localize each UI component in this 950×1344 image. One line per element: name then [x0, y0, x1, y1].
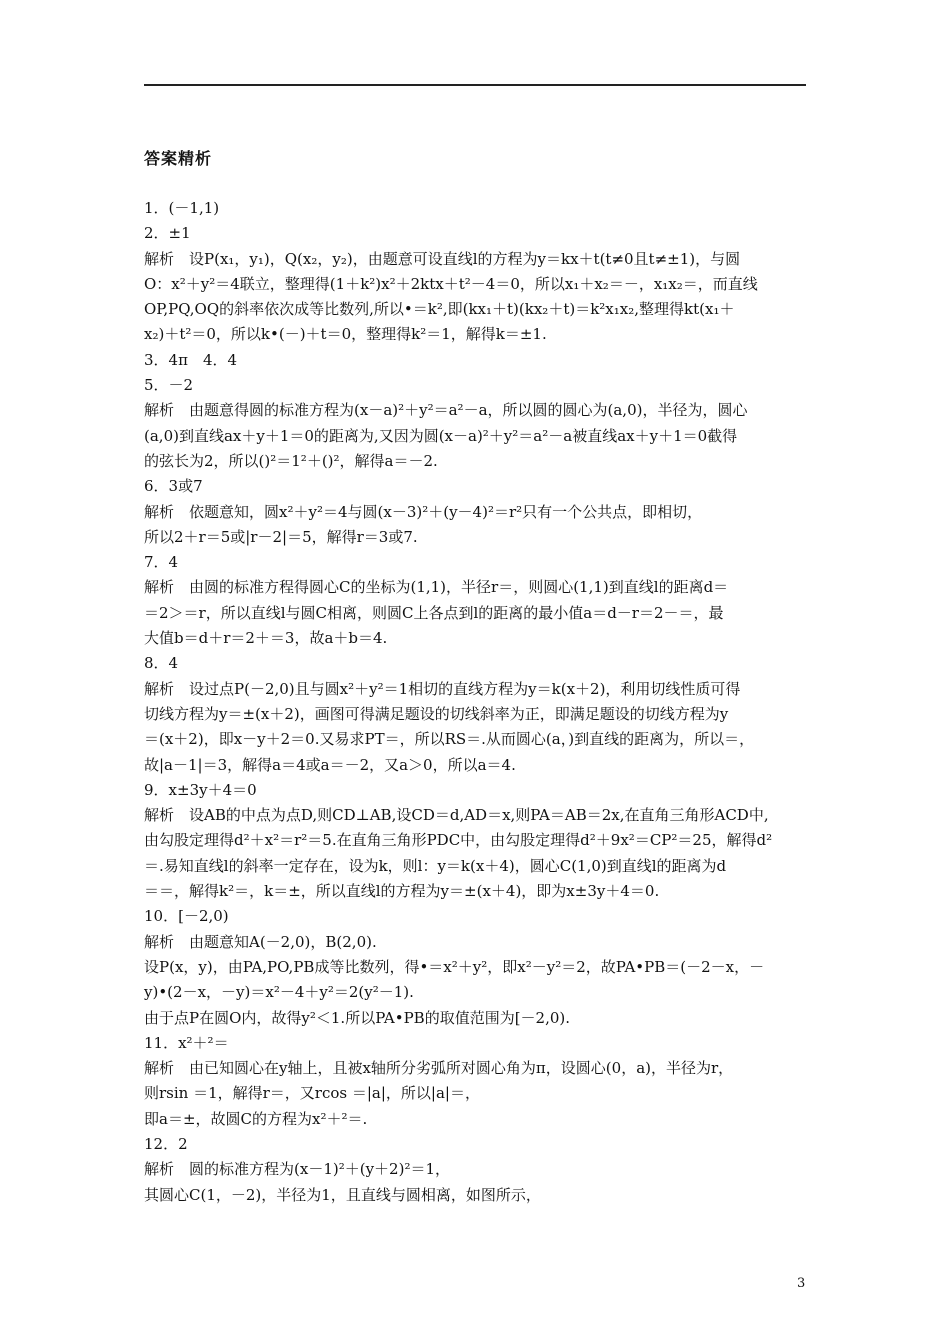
- text-line: 7．4: [144, 553, 179, 572]
- text-line: 所以2＋r＝5或|r－2|＝5，解得r＝3或7.: [144, 527, 418, 546]
- text-line: 10．[－2,0): [144, 907, 229, 926]
- text-line: 解析 由已知圆心在y轴上，且被x轴所分劣弧所对圆心角为π，设圆心(0，a)，半径为r，: [144, 1059, 734, 1078]
- text-line: 的弦长为2，所以()²＝1²＋()²，解得a＝－2.: [144, 451, 438, 470]
- text-line: 即a＝±，故圆C的方程为x²＋²＝.: [144, 1109, 368, 1128]
- text-line: 9．x±3y＋4＝0: [144, 780, 257, 799]
- text-line: 其圆心C(1，－2)，半径为1，且直线与圆相离，如图所示，: [144, 1185, 541, 1204]
- text-line: 大值b＝d＋r＝2＋＝3，故a＋b＝4.: [144, 629, 388, 648]
- text-line: 解析 由题意得圆的标准方程为(x－a)²＋y²＝a²－a，所以圆的圆心为(a,0)，半径为，圆心: [144, 401, 748, 420]
- page-number: 3: [797, 1276, 806, 1291]
- text-line: 故|a－1|＝3，解得a＝4或a＝－2，又a＞0，所以a＝4.: [144, 755, 516, 774]
- text-line: 解析 设AB的中点为点D,则CD⊥AB,设CD＝d,AD＝x,则PA＝AB＝2x,在直角三角形ACD中,: [144, 806, 769, 825]
- text-line: 设P(x，y)，由PA,PO,PB成等比数列，得•＝x²＋y²，即x²－y²＝2，故PA•PB＝(－2－x，－: [144, 957, 765, 976]
- text-line: 解析 设过点P(－2,0)且与圆x²＋y²＝1相切的直线方程为y＝k(x＋2)，利用切线性质可得: [144, 679, 741, 698]
- text-line: 8．4: [144, 654, 179, 673]
- text-line: ＝＝，解得k²＝，k＝±，所以直线l的方程为y＝±(x＋4)，即为x±3y＋4＝0.: [144, 882, 660, 901]
- text-line: x₂)＋t²＝0，所以k•(－)＋t＝0，整理得k²＝1，解得k＝±1.: [144, 325, 547, 344]
- text-line: ＝.易知直线l的斜率一定存在，设为k，则l：y＝k(x＋4)，圆心C(1,0)到直线l的距离为d: [144, 856, 727, 875]
- text-line: 切线方程为y＝±(x＋2)，画图可得满足题设的切线斜率为正，即满足题设的切线方程为y: [144, 704, 729, 723]
- text-line: O：x²＋y²＝4联立，整理得(1＋k²)x²＋2ktx＋t²－4＝0，所以x₁＋x₂＝－，x₁x₂＝，而直线: [144, 274, 758, 293]
- text-line: 由于点P在圆O内，故得y²＜1.所以PA•PB的取值范围为[－2,0).: [144, 1008, 571, 1027]
- text-line: 5．－2: [144, 376, 194, 395]
- text-line: 12．2: [144, 1134, 188, 1153]
- text-line: OP,PQ,OQ的斜率依次成等比数列,所以•＝k²,即(kx₁＋t)(kx₂＋t)＝k²x₁x₂,整理得kt(x₁＋: [144, 300, 735, 319]
- text-line: 解析 圆的标准方程为(x－1)²＋(y＋2)²＝1，: [144, 1160, 451, 1179]
- answer-body: [144, 196, 812, 1208]
- text-line: ＝2＞＝r，所以直线l与圆C相离，则圆C上各点到l的距离的最小值a＝d－r＝2－＝，最: [144, 603, 724, 622]
- text-line: 6．3或7: [144, 477, 203, 496]
- text-line: 解析 设P(x₁，y₁)，Q(x₂，y₂)，由题意可设直线l的方程为y＝kx＋t(t≠0且t≠±1)，与圆: [144, 249, 741, 268]
- header-rule: [144, 84, 806, 86]
- text-line: 解析 由圆的标准方程得圆心C的坐标为(1,1)，半径r＝，则圆心(1,1)到直线l的距离d＝: [144, 578, 729, 597]
- text-line: 1．(－1,1): [144, 199, 220, 217]
- text-line: 解析 由题意知A(－2,0)，B(2,0).: [144, 932, 377, 951]
- text-line: (a,0)到直线ax＋y＋1＝0的距离为,又因为圆(x－a)²＋y²＝a²－a被直线ax＋y＋1＝0截得: [144, 426, 738, 445]
- text-line: 2．±1: [144, 224, 191, 243]
- text-line: 则rsin ＝1，解得r＝，又rcos ＝|a|，所以|a|＝，: [144, 1084, 480, 1103]
- text-line: 3．4π 4．4: [144, 350, 238, 369]
- section-heading: 答案精析: [144, 149, 213, 168]
- text-line: 解析 依题意知，圆x²＋y²＝4与圆(x－3)²＋(y－4)²＝r²只有一个公共点，即相切，: [144, 502, 703, 521]
- text-line: y)•(2－x，－y)＝x²－4＋y²＝2(y²－1).: [144, 983, 414, 1002]
- text-line: 11．x²＋²＝: [144, 1033, 229, 1052]
- text-line: 由勾股定理得d²＋x²＝r²＝5.在直角三角形PDC中，由勾股定理得d²＋9x²＝CP²＝25，解得d²: [144, 831, 773, 850]
- text-line: ＝(x＋2)，即x－y＋2＝0.又易求PT＝，所以RS＝.从而圆心(a，)到直线的距离为，所以＝，: [144, 730, 755, 749]
